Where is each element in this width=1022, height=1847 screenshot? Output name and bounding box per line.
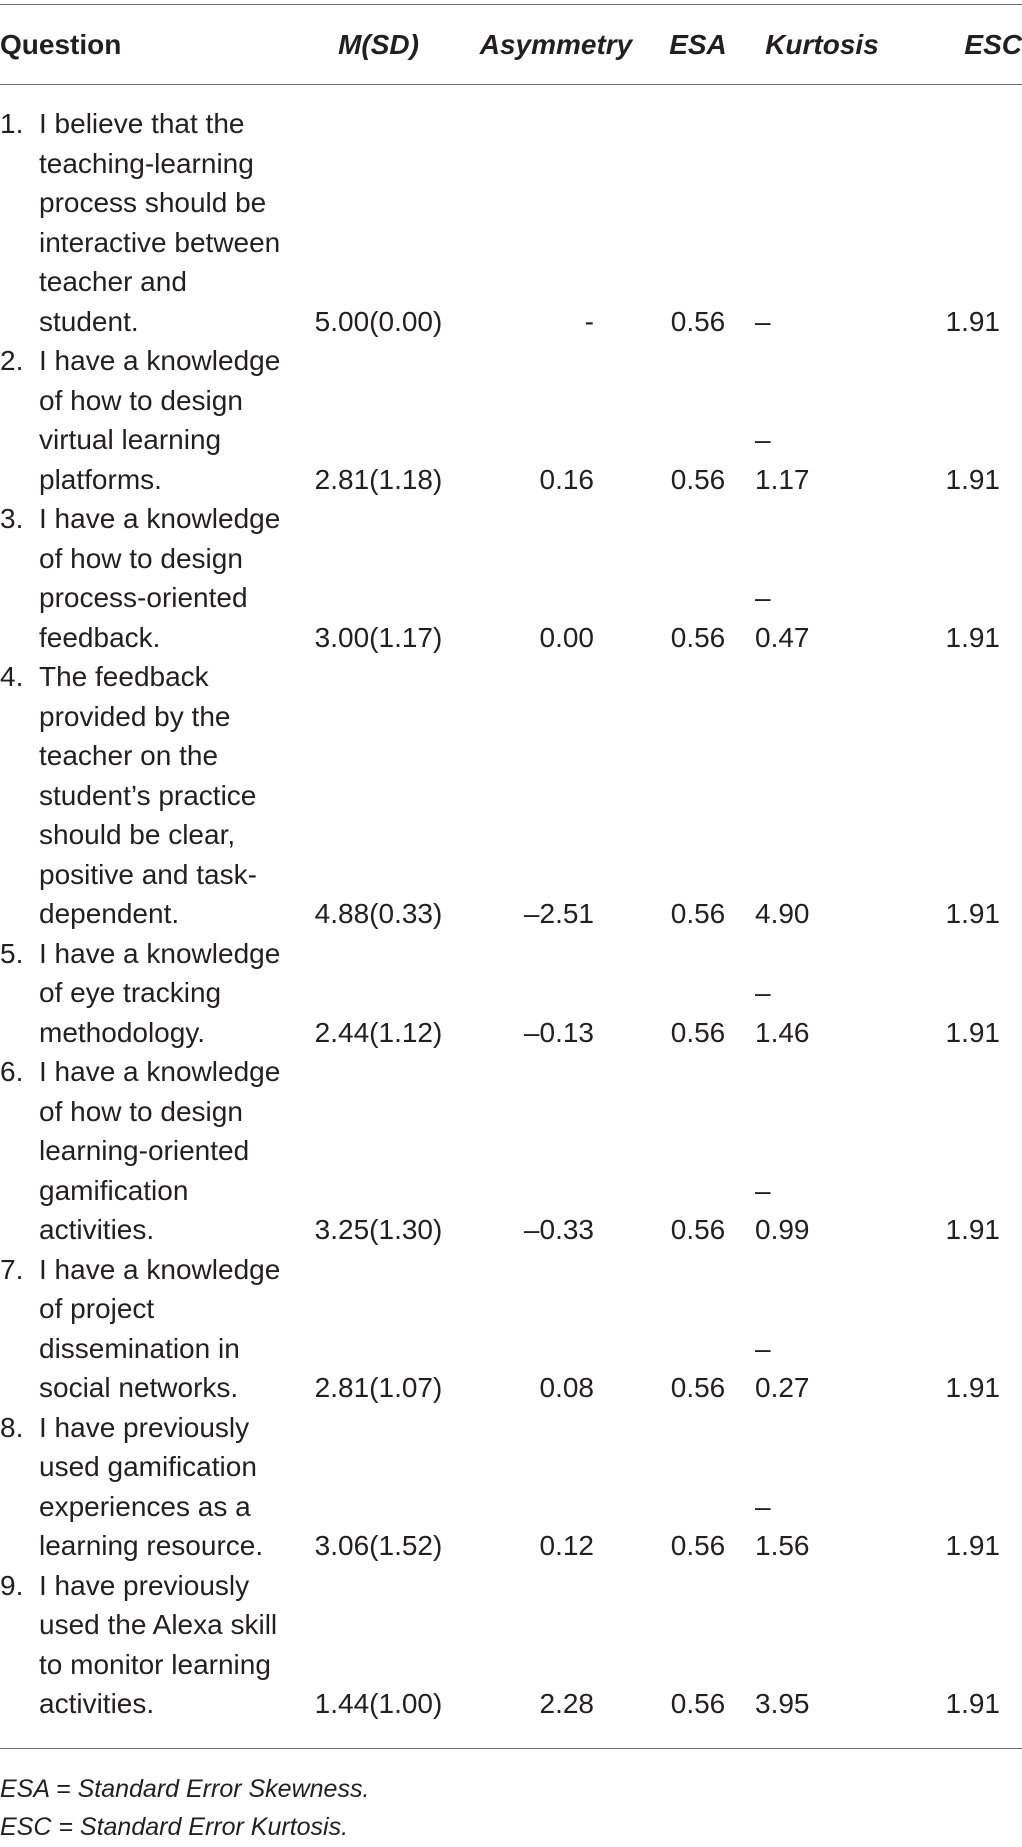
- footnote-esa: ESA = Standard Error Skewness.: [0, 1775, 370, 1803]
- cell-kurtosis: 3.95: [755, 1688, 810, 1719]
- cell-esc: 1.91: [945, 1016, 1000, 1048]
- cell-asymmetry: 0.12: [539, 1530, 594, 1561]
- header-mean-sd: M(SD): [338, 28, 419, 60]
- cell-esc: 1.91: [945, 1372, 1000, 1403]
- question-text: I have a knowledge of how to design virtual learning platforms.: [39, 345, 281, 495]
- statistics-table: [0, 5, 1022, 1724]
- cell-esa: 0.56: [670, 1688, 726, 1719]
- cell-question: [0, 499, 286, 657]
- cell-asymmetry: –0.33: [523, 1214, 594, 1245]
- cell-question: [0, 84, 286, 341]
- question-text: I have previously used gamification experiences as a learning resource.: [39, 1411, 264, 1561]
- cell-mean-sd: 5.00(0.00): [314, 305, 443, 337]
- question-text: I have a knowledge of how to design learning-oriented gamification activities.: [39, 1056, 281, 1245]
- cell-kurtosis: –0.99: [755, 1174, 810, 1245]
- question-number: 8.: [0, 1411, 24, 1443]
- cell-esc: 1.91: [945, 1214, 1000, 1245]
- cell-esc: 1.91: [945, 898, 1000, 929]
- cell-mean-sd: 2.81(1.18): [314, 463, 443, 495]
- question-number: 2.: [0, 345, 24, 376]
- cell-asymmetry: 0.08: [539, 1372, 594, 1403]
- header-question: Question: [0, 28, 122, 60]
- table-footnotes: [0, 1770, 369, 1846]
- question-number: 4.: [0, 661, 24, 692]
- cell-question: [0, 657, 286, 934]
- cell-kurtosis: –: [755, 305, 771, 337]
- table-row: [0, 341, 1022, 499]
- cell-question: [0, 934, 286, 1053]
- cell-kurtosis: 4.90: [755, 898, 810, 929]
- cell-asymmetry: 0.00: [539, 621, 594, 653]
- question-text: I have previously used the Alexa skill to monitor learning activities.: [39, 1569, 278, 1719]
- question-text: I have a knowledge of project dissemination in social networks.: [39, 1253, 281, 1403]
- table-row: [0, 84, 1022, 341]
- cell-mean-sd: 1.44(1.00): [314, 1688, 443, 1719]
- cell-kurtosis: –1.17: [755, 424, 810, 495]
- cell-esc: 1.91: [945, 463, 1000, 495]
- table-body: [0, 84, 1022, 1724]
- header-kurtosis: Kurtosis: [765, 28, 879, 60]
- footnote-esc: ESC = Standard Error Kurtosis.: [0, 1813, 349, 1841]
- cell-esa: 0.56: [670, 463, 726, 495]
- cell-kurtosis: –1.56: [755, 1490, 810, 1561]
- cell-question: [0, 1052, 286, 1250]
- table-header-row: [0, 5, 1022, 84]
- cell-asymmetry: –2.51: [523, 898, 594, 929]
- cell-asymmetry: –0.13: [523, 1016, 594, 1048]
- cell-mean-sd: 2.44(1.12): [314, 1016, 443, 1048]
- cell-esc: 1.91: [945, 1688, 1000, 1719]
- cell-esa: 0.56: [670, 1530, 726, 1561]
- cell-esa: 0.56: [670, 1214, 726, 1245]
- cell-mean-sd: 3.25(1.30): [314, 1214, 443, 1245]
- table-row: [0, 1408, 1022, 1566]
- question-text: I believe that the teaching-learning process should be interactive between teacher and student.: [39, 108, 281, 337]
- question-number: 9.: [0, 1569, 24, 1601]
- question-number: 5.: [0, 937, 24, 969]
- cell-mean-sd: 2.81(1.07): [314, 1372, 443, 1403]
- header-esa: ESA: [669, 28, 727, 60]
- cell-asymmetry: 2.28: [539, 1688, 594, 1719]
- cell-mean-sd: 3.00(1.17): [314, 621, 443, 653]
- cell-esa: 0.56: [670, 305, 726, 337]
- question-text: I have a knowledge of how to design process-oriented feedback.: [39, 503, 281, 653]
- cell-esc: 1.91: [945, 621, 1000, 653]
- cell-esc: 1.91: [945, 305, 1000, 337]
- cell-mean-sd: 3.06(1.52): [314, 1530, 443, 1561]
- header-esc: ESC: [964, 28, 1022, 60]
- cell-kurtosis: –0.47: [755, 582, 810, 653]
- cell-esa: 0.56: [670, 621, 726, 653]
- question-text: I have a knowledge of eye tracking methodology.: [39, 937, 281, 1048]
- cell-question: [0, 1566, 286, 1724]
- cell-esa: 0.56: [670, 1016, 726, 1048]
- cell-question: [0, 1250, 286, 1408]
- cell-question: [0, 341, 286, 499]
- cell-kurtosis: –0.27: [755, 1332, 810, 1403]
- cell-esa: 0.56: [670, 898, 726, 929]
- cell-asymmetry: -: [584, 305, 594, 337]
- question-text: The feedback provided by the teacher on the student’s practice should be clear, positive and task-dependent.: [39, 661, 257, 929]
- header-asymmetry: Asymmetry: [479, 28, 633, 60]
- cell-kurtosis: –1.46: [755, 977, 810, 1048]
- table-row: [0, 1052, 1022, 1250]
- cell-asymmetry: 0.16: [539, 463, 594, 495]
- table-row: [0, 657, 1022, 934]
- cell-question: [0, 1408, 286, 1566]
- question-number: 3.: [0, 503, 24, 534]
- cell-esc: 1.91: [945, 1530, 1000, 1561]
- table-row: [0, 499, 1022, 657]
- table-bottom-rule: [0, 1748, 1022, 1749]
- table-row: [0, 934, 1022, 1053]
- cell-esa: 0.56: [670, 1372, 726, 1403]
- cell-mean-sd: 4.88(0.33): [314, 898, 443, 929]
- question-number: 7.: [0, 1253, 24, 1285]
- table-row: [0, 1566, 1022, 1724]
- question-number: 1.: [0, 108, 24, 139]
- table-row: [0, 1250, 1022, 1408]
- question-number: 6.: [0, 1056, 24, 1087]
